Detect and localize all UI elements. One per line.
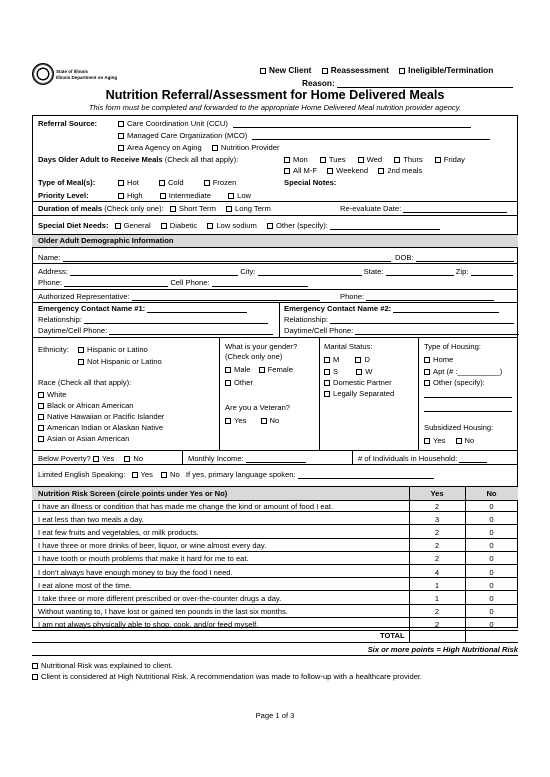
nutrition-provider-checkbox[interactable] [212, 145, 218, 151]
reassessment-checkbox[interactable] [322, 68, 328, 74]
risk-yes-points[interactable]: 3 [434, 514, 440, 524]
day-mon-checkbox[interactable] [284, 157, 290, 163]
risk-question: I eat less than two meals a day. [38, 514, 144, 524]
nutrition-provider-label: Nutrition Provider [220, 143, 280, 152]
subsidized-label: Subsidized Housing: [424, 423, 494, 432]
dob-label: DOB: [395, 253, 414, 262]
race-black-checkbox[interactable] [38, 403, 44, 409]
diet-general-checkbox[interactable] [115, 223, 121, 229]
ec1-field[interactable] [147, 312, 247, 313]
household-field[interactable] [459, 462, 487, 463]
zip-field[interactable] [471, 275, 513, 276]
english-no-checkbox[interactable] [161, 472, 167, 478]
income-field[interactable] [246, 462, 306, 463]
risk-no-points[interactable]: 0 [489, 567, 494, 577]
state-name: State of Illinois [56, 69, 89, 74]
gender-question: What is your gender? [225, 342, 298, 351]
risk-question: I have an illness or condition that has made me change the kind or amount of food I eat. [38, 501, 334, 511]
demographic-section-title: Older Adult Demographic Information [38, 236, 174, 245]
not-hispanic-checkbox[interactable] [78, 359, 84, 365]
risk-question: Without wanting to, I have lost or gained ten pounds in the last six months. [38, 607, 288, 617]
risk-no-points[interactable]: 0 [489, 514, 494, 524]
priority-label: Priority Level: [38, 191, 89, 200]
day-weekend-checkbox[interactable] [327, 168, 333, 174]
housing-other-checkbox[interactable] [424, 380, 430, 386]
household-label: # of Individuals in Household: [358, 454, 458, 463]
considered-label: Client is considered at High Nutritional Risk. A recommendation was made to follow-up with a healthcare provider. [41, 672, 423, 681]
diet-other-checkbox[interactable] [267, 223, 273, 229]
ineligible-checkbox[interactable] [399, 68, 405, 74]
ec1-label: Emergency Contact Name #1: [38, 304, 146, 313]
duration-hint: (Check only one): [104, 204, 164, 213]
ec1-daytime-label: Daytime/Cell Phone: [38, 326, 108, 335]
marital-m-checkbox[interactable] [324, 357, 330, 363]
diet-other-field[interactable] [330, 229, 440, 230]
ec1-relationship-field[interactable] [84, 323, 268, 324]
meal-frozen-checkbox[interactable] [204, 180, 210, 186]
poverty-yes-checkbox[interactable] [93, 456, 99, 462]
risk-header: Nutrition Risk Screen (circle points under Yes or No) [38, 489, 228, 498]
zip-label: Zip: [455, 267, 469, 276]
day-all-mf-checkbox[interactable] [284, 168, 290, 174]
veteran-yes-checkbox[interactable] [225, 418, 231, 424]
marital-w-checkbox[interactable] [356, 369, 362, 375]
income-label: Monthly Income: [188, 454, 244, 463]
gender-male-checkbox[interactable] [225, 367, 231, 373]
table-row [32, 565, 518, 578]
state-field[interactable] [386, 275, 454, 276]
english-yes-checkbox[interactable] [132, 472, 138, 478]
risk-no-points[interactable]: 0 [489, 580, 494, 590]
ethnicity-label: Ethnicity: [38, 345, 69, 354]
area-agency-checkbox[interactable] [118, 145, 124, 151]
risk-no-points[interactable]: 0 [489, 607, 494, 617]
housing-other-field-2[interactable] [424, 403, 512, 412]
risk-no-points[interactable]: 0 [489, 501, 494, 511]
meal-cold-checkbox[interactable] [159, 180, 165, 186]
risk-question: I don’t always have enough money to buy the food I need. [38, 567, 233, 577]
risk-question: I am not always physically able to shop, cook, and/or feed myself. [38, 620, 259, 630]
housing-other-field-1[interactable] [424, 389, 512, 398]
risk-yes-points[interactable]: 1 [434, 580, 440, 590]
priority-low-checkbox[interactable] [228, 193, 234, 199]
special-diet-label: Special Diet Needs: [38, 221, 109, 230]
risk-no-header: No [486, 489, 497, 498]
ec1-relationship-label: Relationship: [38, 315, 82, 324]
ec2-relationship-label: Relationship: [284, 315, 328, 324]
risk-question: I eat alone most of the time. [38, 580, 132, 590]
ccu-line[interactable] [233, 127, 471, 128]
language-label: If yes, primary language spoken: [185, 470, 296, 479]
risk-question: I eat few fruits and vegetables, or milk products. [38, 527, 199, 537]
race-asian-checkbox[interactable] [38, 436, 44, 442]
hispanic-checkbox[interactable] [78, 347, 84, 353]
referral-source-label: Referral Source: [38, 119, 98, 128]
english-label: Limited English Speaking: [38, 470, 126, 479]
ec2-relationship-field[interactable] [330, 323, 514, 324]
new-client-checkbox[interactable] [260, 68, 266, 74]
risk-yes-header: Yes [430, 489, 444, 498]
considered-checkbox[interactable] [32, 674, 38, 680]
dob-field[interactable] [416, 261, 514, 262]
subsidized-yes-checkbox[interactable] [424, 438, 430, 444]
priority-intermediate-checkbox[interactable] [160, 193, 166, 199]
day-tues-checkbox[interactable] [320, 157, 326, 163]
area-agency-label: Area Agency on Aging [127, 143, 202, 152]
risk-no-points[interactable]: 0 [489, 554, 494, 564]
poverty-label: Below Poverty? [38, 454, 91, 463]
risk-no-points[interactable]: 0 [489, 527, 494, 537]
race-white-checkbox[interactable] [38, 392, 44, 398]
ccu-checkbox[interactable] [118, 121, 124, 127]
language-field[interactable] [298, 478, 434, 479]
reevaluate-field[interactable] [403, 212, 507, 213]
day-2nd-meals-checkbox[interactable] [378, 168, 384, 174]
ccu-label: Care Coordination Unit (CCU) [127, 119, 228, 128]
housing-label: Type of Housing: [424, 342, 481, 351]
reevaluate-label: Re-evaluate Date: [340, 204, 402, 213]
special-notes-label: Special Notes: [284, 178, 337, 187]
page-number: Page 1 of 3 [255, 711, 295, 720]
days-label: Days Older Adult to Receive Meals [38, 155, 163, 164]
cell-phone-label: Cell Phone: [170, 278, 210, 287]
gender-other-checkbox[interactable] [225, 380, 231, 386]
table-row [32, 552, 518, 565]
table-row [32, 499, 518, 512]
ec2-daytime-field[interactable] [355, 334, 519, 335]
day-wed-checkbox[interactable] [358, 157, 364, 163]
veteran-question: Are you a Veteran? [225, 403, 291, 412]
risk-yes-points[interactable]: 2 [434, 541, 440, 551]
name-label: Name: [38, 253, 61, 262]
address-label: Address: [38, 267, 68, 276]
risk-yes-points[interactable]: 2 [434, 501, 440, 511]
ec2-label: Emergency Contact Name #2: [284, 304, 392, 313]
city-label: City: [240, 267, 256, 276]
housing-apt-checkbox[interactable] [424, 369, 430, 375]
risk-no-points[interactable]: 0 [489, 541, 494, 551]
subsidized-no-checkbox[interactable] [456, 438, 462, 444]
risk-no-points[interactable]: 0 [489, 593, 494, 603]
risk-question: I have three or more drinks of beer, liquor, or wine almost every day. [38, 541, 267, 551]
table-row [32, 605, 518, 618]
poverty-no-checkbox[interactable] [124, 456, 130, 462]
name-field[interactable] [63, 261, 391, 262]
mco-checkbox[interactable] [118, 133, 124, 139]
marital-s-checkbox[interactable] [324, 369, 330, 375]
diet-low-sodium-checkbox[interactable] [207, 223, 213, 229]
ineligible-option[interactable]: Ineligible/Termination [399, 65, 493, 75]
state-label: State: [363, 267, 384, 276]
risk-yes-points[interactable]: 2 [434, 527, 440, 537]
ec1-daytime-field[interactable] [109, 334, 273, 335]
meal-type-label: Type of Meal(s): [38, 178, 96, 187]
day-friday-checkbox[interactable] [435, 157, 441, 163]
state-seal [32, 63, 54, 85]
table-row [32, 618, 518, 631]
risk-question: I have tooth or mouth problems that make it hard for me to eat. [38, 554, 249, 564]
reason-label: Reason: [302, 78, 335, 88]
marital-domestic-partner-checkbox[interactable] [324, 380, 330, 386]
meal-hot-checkbox[interactable] [118, 180, 124, 186]
risk-yes-points[interactable]: 2 [434, 607, 440, 617]
veteran-no-checkbox[interactable] [261, 418, 267, 424]
table-row [32, 512, 518, 525]
mco-line[interactable] [252, 139, 490, 140]
ec2-daytime-label: Daytime/Cell Phone: [284, 326, 354, 335]
department-name: Illinois Department on Aging [56, 74, 118, 80]
explained-label: Nutritional Risk was explained to client. [41, 661, 173, 670]
risk-yes-points[interactable]: 2 [434, 554, 440, 564]
auth-rep-label: Authorized Representative: [38, 292, 130, 301]
form-title: Nutrition Referral/Assessment for Home Delivered Meals [105, 88, 445, 102]
phone-field[interactable] [64, 286, 168, 287]
race-label: Race (Check all that apply): [38, 378, 132, 387]
table-row [32, 539, 518, 552]
form-subtitle: This form must be completed and forwarded to the appropriate Home Delivered Meal nutrition provider agency. [88, 103, 462, 112]
table-row [32, 525, 518, 538]
risk-yes-points[interactable]: 2 [434, 620, 440, 630]
housing-home-checkbox[interactable] [424, 357, 430, 363]
duration-label: Duration of meals [38, 204, 103, 213]
risk-no-points[interactable]: 0 [489, 620, 494, 630]
high-risk-note: Six or more points = High Nutritional Risk [367, 645, 518, 654]
race-native-hawaiian-checkbox[interactable] [38, 414, 44, 420]
city-field[interactable] [258, 275, 362, 276]
table-row [32, 578, 518, 591]
risk-yes-points[interactable]: 4 [434, 567, 440, 577]
total-label: TOTAL [380, 631, 405, 640]
priority-high-checkbox[interactable] [118, 193, 124, 199]
days-hint: (Check all that apply): [164, 155, 239, 164]
mco-label: Managed Care Organization (MCO) [127, 131, 248, 140]
gender-female-checkbox[interactable] [259, 367, 265, 373]
marital-legally-separated-checkbox[interactable] [324, 391, 330, 397]
auth-phone-label: Phone: [340, 292, 365, 301]
risk-yes-points[interactable]: 1 [434, 593, 440, 603]
new-client-option[interactable]: New Client [260, 65, 311, 75]
reassessment-option[interactable]: Reassessment [322, 65, 389, 75]
gender-hint: (Check only one) [225, 352, 283, 361]
ec2-field[interactable] [393, 312, 499, 313]
marital-label: Marital Status: [324, 342, 373, 351]
short-term-checkbox[interactable] [170, 206, 176, 212]
auth-rep-field[interactable] [132, 300, 320, 301]
explained-checkbox[interactable] [32, 663, 38, 669]
race-american-indian-checkbox[interactable] [38, 425, 44, 431]
phone-label: Phone: [38, 278, 63, 287]
auth-phone-field[interactable] [366, 300, 494, 301]
marital-d-checkbox[interactable] [355, 357, 361, 363]
cell-phone-field[interactable] [212, 286, 308, 287]
risk-question: I take three or more different prescribed or over-the-counter drugs a day. [38, 593, 282, 603]
diet-diabetic-checkbox[interactable] [161, 223, 167, 229]
address-field[interactable] [70, 275, 238, 276]
table-row [32, 591, 518, 604]
long-term-checkbox[interactable] [226, 206, 232, 212]
day-thurs-checkbox[interactable] [394, 157, 400, 163]
